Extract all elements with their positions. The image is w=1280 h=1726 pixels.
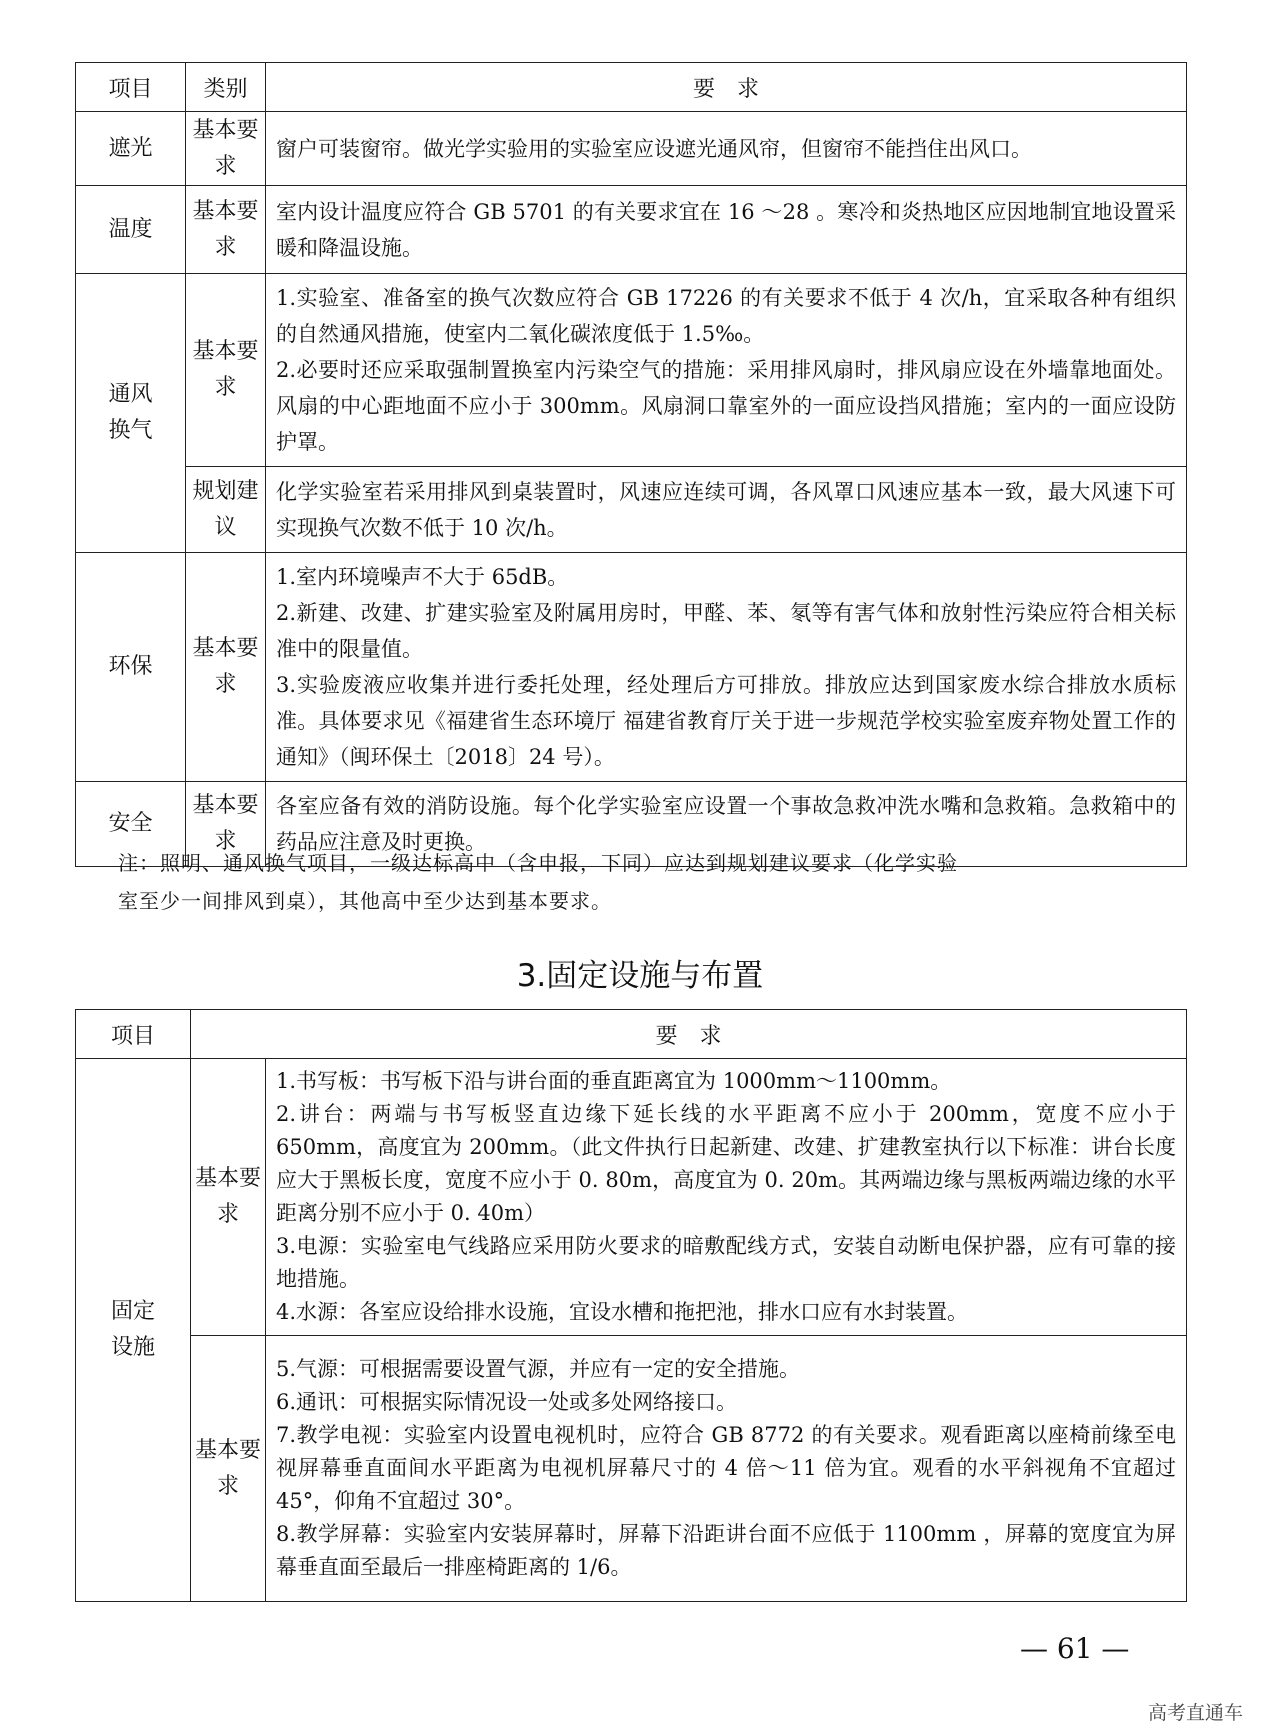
table2-row-group1 xyxy=(76,1059,1187,1336)
category-safety: 基本要求 xyxy=(186,782,266,867)
requirement-safety: 各室应备有效的消防设施。每个化学实验室应设置一个事故急救冲洗水嘴和急救箱。急救箱中的药品应注意及时更换。 xyxy=(266,782,1187,867)
requirement-ventilation-plan: 化学实验室若采用排风到桌装置时，风速应连续可调，各风罩口风速应基本一致，最大风速下可实现换气次数不低于 10 次/h。 xyxy=(266,467,1187,553)
facility-line-5: 5.气源：可根据需要设置气源，并应有一定的安全措施。 xyxy=(276,1357,801,1381)
section-title: 3.固定设施与布置 xyxy=(516,958,764,994)
item-shading: 遮光 xyxy=(76,112,186,186)
note-line-1: 注：照明、通风换气项目，一级达标高中（含申报，下同）应达到规划建议要求（化学实验 xyxy=(118,851,958,875)
table2-requirement-group1 xyxy=(266,1059,1187,1336)
ventilation-line-2: 2.必要时还应采取强制置换室内污染空气的措施：采用排风扇时，排风扇应设在外墙靠地面处。风扇的中心距地面不应小于 300mm。风扇洞口靠室外的一面应设挡风措施；室内的一面应设防护罩。 xyxy=(276,358,1176,454)
facility-line-7: 7.教学电视：实验室内设置电视机时，应符合 GB 8772 的有关要求。观看距离以座椅前缘至电视屏幕垂直面间水平距离为电视机屏幕尺寸的 4 倍～11 倍为宜。观看的水平斜视角不宜超过 45°，仰角不宜超过 30°。 xyxy=(276,1423,1177,1513)
table2-header-requirement: 要 求 xyxy=(191,1010,1187,1059)
ventilation-line-1: 1.实验室、准备室的换气次数应符合 GB 17226 的有关要求不低于 4 次/h，宜采取各种有组织的自然通风措施，使室内二氧化碳浓度低于 1.5‰。 xyxy=(276,286,1176,346)
note-line-2: 室至少一间排风到桌），其他高中至少达到基本要求。 xyxy=(118,889,612,913)
table2-item: 固定设施 xyxy=(76,1059,191,1602)
facility-line-1: 1.书写板：书写板下沿与讲台面的垂直距离宜为 1000mm～1100mm。 xyxy=(276,1069,952,1093)
item-environment: 环保 xyxy=(76,553,186,782)
table-row-temperature xyxy=(76,186,1187,274)
item-safety: 安全 xyxy=(76,782,186,867)
category-ventilation-plan: 规划建议 xyxy=(186,467,266,553)
table2-row-group2 xyxy=(76,1336,1187,1602)
environment-line-3: 3.实验废液应收集并进行委托处理，经处理后方可排放。排放应达到国家废水综合排放水质标准。具体要求见《福建省生态环境厅 福建省教育厅关于进一步规范学校实验室废弃物处置工作的通知》（闽环保土〔2018〕24 号）。 xyxy=(276,673,1176,769)
table-header-row xyxy=(76,63,1187,112)
table2-header-item: 项目 xyxy=(76,1010,191,1059)
watermark-text: 高考直通车 xyxy=(1148,1702,1244,1724)
facility-line-4: 4.水源：各室应设给排水设施，宜设水槽和拖把池，排水口应有水封装置。 xyxy=(276,1300,969,1324)
page-number: — 61 — xyxy=(1020,1632,1130,1665)
table2-requirement-group2 xyxy=(266,1336,1187,1602)
table-row-ventilation-basic xyxy=(76,274,1187,467)
requirement-ventilation-basic xyxy=(266,274,1187,467)
table2-category-group1: 基本要求 xyxy=(191,1059,266,1336)
facility-line-6: 6.通讯：可根据实际情况设一处或多处网络接口。 xyxy=(276,1390,738,1414)
table-note xyxy=(118,844,1178,920)
facility-line-3: 3.电源：实验室电气线路应采用防火要求的暗敷配线方式，安装自动断电保护器，应有可靠的接地措施。 xyxy=(276,1234,1177,1291)
requirement-shading: 窗户可装窗帘。做光学实验用的实验室应设遮光通风帘，但窗帘不能挡住出风口。 xyxy=(266,112,1187,186)
facility-line-2: 2.讲台：两端与书写板竖直边缘下延长线的水平距离不应小于 200mm，宽度不应小于 650mm，高度宜为 200mm。（此文件执行日起新建、改建、扩建教室执行以下标准：讲台长度应大于黑板长度，宽度不应小于 0. 80m，高度宜为 0. 20m。其两端边缘与黑板两端边缘的水平距离分别不应小于 0. 40m） xyxy=(276,1102,1177,1225)
category-temperature: 基本要求 xyxy=(186,186,266,274)
requirements-table xyxy=(75,62,1187,867)
header-requirement: 要 求 xyxy=(266,63,1187,112)
header-item: 项目 xyxy=(76,63,186,112)
category-shading: 基本要求 xyxy=(186,112,266,186)
table2-category-group2: 基本要求 xyxy=(191,1336,266,1602)
item-temperature: 温度 xyxy=(76,186,186,274)
item-ventilation: 通风换气 xyxy=(76,274,186,553)
table-row-shading xyxy=(76,112,1187,186)
table2-header-row xyxy=(76,1010,1187,1059)
requirement-environment xyxy=(266,553,1187,782)
category-ventilation-basic: 基本要求 xyxy=(186,274,266,467)
requirement-temperature: 室内设计温度应符合 GB 5701 的有关要求宜在 16 ～28 。寒冷和炎热地区应因地制宜地设置采暖和降温设施。 xyxy=(266,186,1187,274)
category-environment: 基本要求 xyxy=(186,553,266,782)
environment-line-2: 2.新建、改建、扩建实验室及附属用房时，甲醛、苯、氡等有害气体和放射性污染应符合相关标准中的限量值。 xyxy=(276,601,1176,661)
table-row-environment xyxy=(76,553,1187,782)
header-category: 类别 xyxy=(186,63,266,112)
environment-line-1: 1.室内环境噪声不大于 65dB。 xyxy=(276,565,569,589)
facility-line-8: 8.教学屏幕：实验室内安装屏幕时，屏幕下沿距讲台面不应低于 1100mm ，屏幕的宽度宜为屏幕垂直面至最后一排座椅距离的 1/6。 xyxy=(276,1522,1177,1579)
table-row-ventilation-plan xyxy=(76,467,1187,553)
fixed-facilities-table xyxy=(75,1009,1187,1602)
